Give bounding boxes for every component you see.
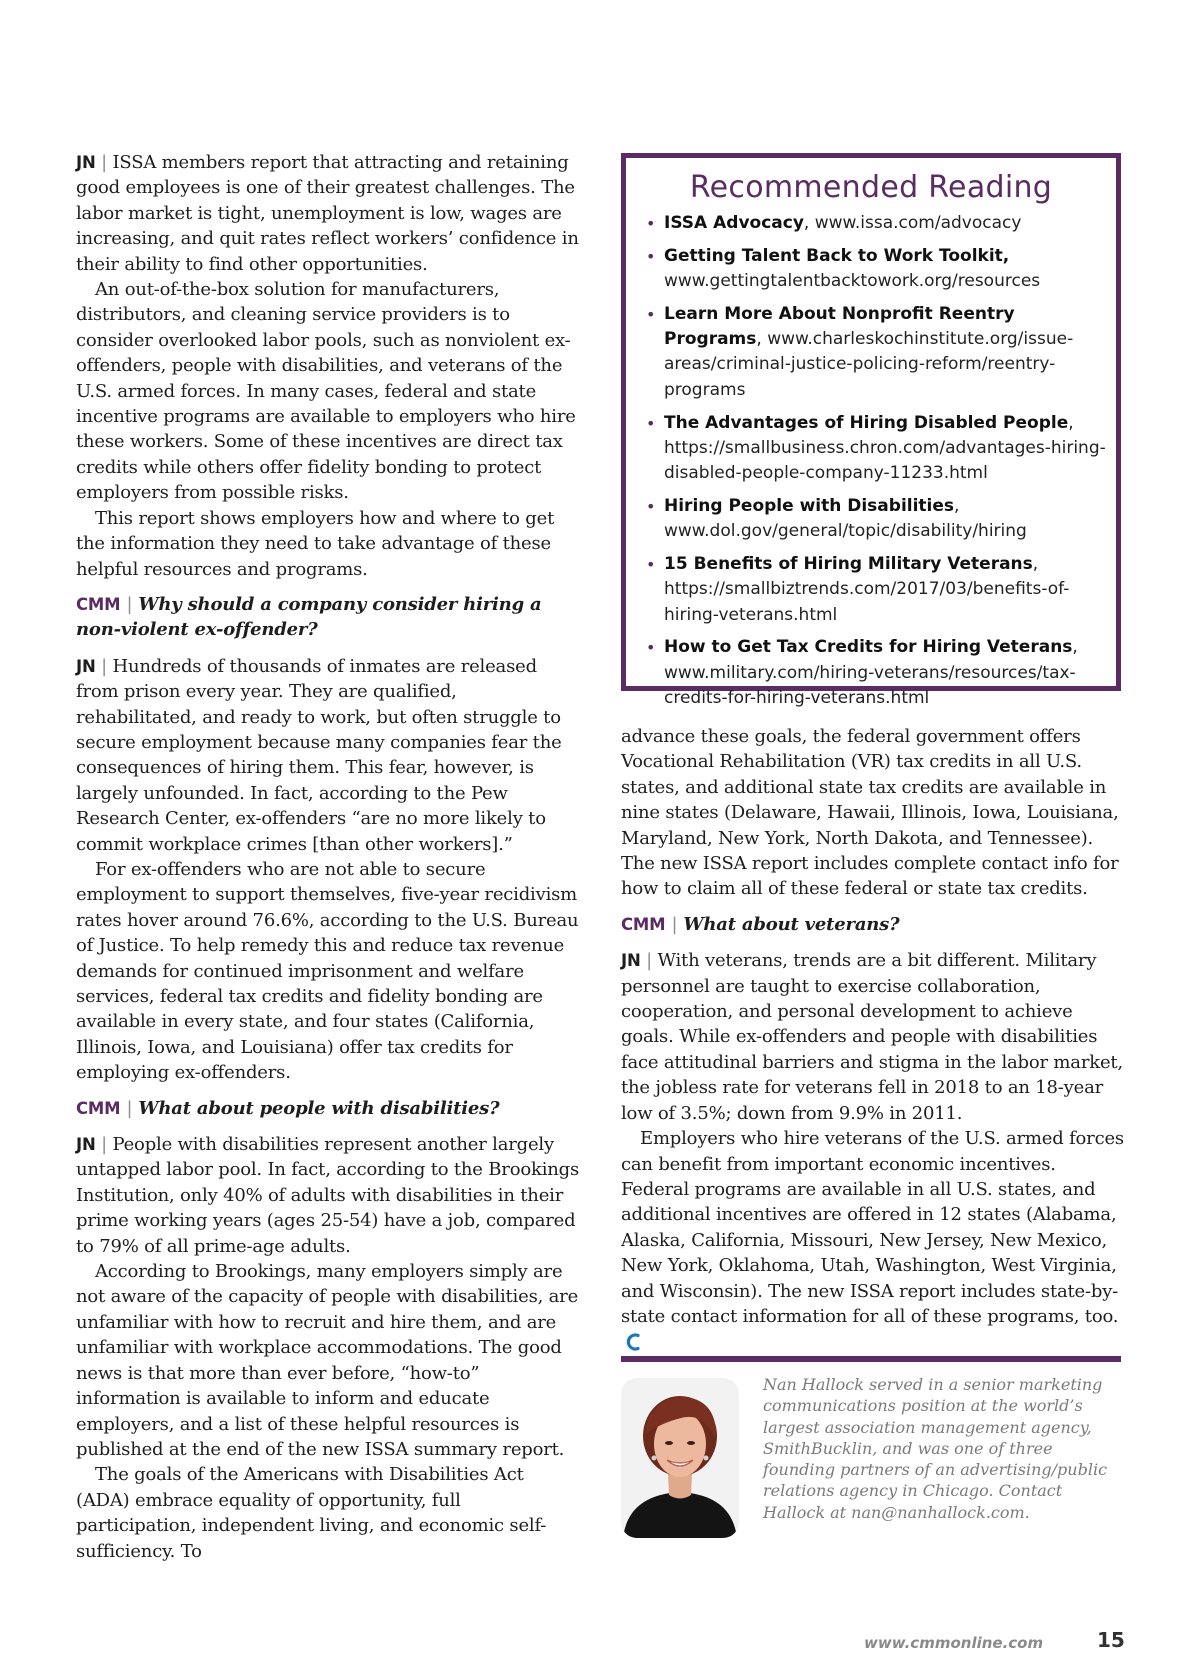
reading-item-separator: , — [1068, 412, 1074, 433]
recommended-reading-title: Recommended Reading — [689, 170, 1053, 205]
bullet-icon: • — [646, 246, 656, 266]
reading-item-link[interactable]: www.issa.com/advocacy — [814, 213, 1022, 233]
reading-item-link[interactable]: www.gettingtalentbacktowork.org/resources — [664, 271, 1041, 292]
reading-item-title: How to Get Tax Credits for Hiring Veterans — [664, 637, 1073, 658]
answer-paragraph — [76, 654, 582, 857]
speaker-tag: JN — [621, 951, 641, 971]
paragraph-text: People with disabilities represent another largely untapped labor pool. In fact, according to the Brookings Institution, only 40% of adults with disabilities in their prime working years (ages 25-54) have a job, compared to 79% of all prime-age adults. — [76, 1134, 580, 1257]
paragraph-text: With veterans, trends are a bit different. Military personnel are taught to exercise collaboration, cooperation, and personal development to achieve goals. While ex-offenders and people with disabilities face attitudinal barriers and stigma in the labor market, the jobless rate for veterans fell in 2018 to an 18-year low of 3.5%; down from 9.9% in 2011. — [621, 950, 1123, 1124]
paragraph-text: ISSA members report that attracting and retaining good employees is one of their greatest challenges. The labor market is tight, unemployment is low, wages are increasing, and quit rates reflect workers’ confidence in their ability to find other opportunities. — [76, 152, 579, 275]
bullet-icon: • — [646, 555, 656, 575]
section-divider — [621, 1356, 1121, 1362]
speaker-separator: | — [671, 913, 678, 935]
reading-item-link[interactable]: www.dol.gov/general/topic/disability/hiring — [664, 521, 1027, 542]
reading-item-separator: , — [1032, 554, 1039, 575]
reading-item — [646, 635, 1106, 711]
paragraph: According to Brookings, many employers simply are not aware of the capacity of people with disabilities, are unfamiliar with how to recruit and hire them, and are unfamiliar with workplace accommodations. The good news is that more than ever before, “how-to” information is available to inform and educate employers, and a list of these helpful resources is published at the end of the new ISSA summary report. — [76, 1261, 579, 1460]
author-bio: Nan Hallock served in a senior marketing communications position at the world’s largest association management agency, SmithBucklin, and was one of three founding partners of an advertising/public relations agency in Chicago. Contact Hallock at nan@nanhallock.com. — [763, 1375, 1108, 1522]
bullet-icon: • — [646, 304, 656, 324]
speaker-separator: | — [101, 655, 107, 677]
speaker-tag: JN — [76, 153, 96, 172]
reading-item-separator: , — [1072, 637, 1078, 658]
reading-item — [646, 494, 1106, 545]
speaker-separator: | — [126, 1097, 133, 1119]
reading-item-title: The Advantages of Hiring Disabled People — [664, 412, 1069, 433]
reading-item-title: Getting Talent Back to Work Toolkit, — [664, 245, 1010, 266]
reading-item-title: ISSA Advocacy — [664, 213, 804, 233]
question-text: Why should a company consider hiring a non-violent ex-offender? — [76, 593, 542, 641]
answer-paragraph — [76, 1132, 582, 1259]
speaker-separator: | — [646, 950, 652, 972]
speaker-separator: | — [126, 593, 133, 615]
footer-url[interactable]: www.cmmonline.com — [864, 1634, 1044, 1652]
reading-item-link[interactable]: https://smallbiztrends.com/2017/03/benefits-of-hiring-veterans.html — [664, 579, 1070, 625]
speaker-tag: CMM — [76, 1098, 121, 1118]
reading-item-title: Hiring People with Disabilities — [664, 495, 955, 516]
reading-item-link[interactable]: www.charleskochinstitute.org/issue-areas/criminal-justice-policing-reform/reentry-programs — [664, 329, 1074, 400]
last-paragraph — [621, 1126, 1127, 1355]
reading-list — [626, 211, 1116, 711]
speaker-separator: | — [101, 152, 107, 173]
reading-item-link[interactable]: www.military.com/hiring-veterans/resources/tax-credits-for-hiring-veterans.html — [664, 662, 1076, 709]
bullet-icon: • — [646, 638, 656, 658]
question-heading — [76, 1096, 582, 1121]
speaker-tag: CMM — [621, 914, 666, 934]
question-heading — [76, 592, 582, 643]
question-text: What about people with disabilities? — [138, 1097, 500, 1119]
paragraph-text: Hundreds of thousands of inmates are released from prison every year. They are qualified, rehabilitated, and ready to work, but often struggle to secure employment because many companies fear the consequences of hiring them. This fear, however, is largely unfounded. In fact, according to the Pew Research Center, ex-offenders “are no more likely to commit workplace crimes [than other workers].” — [76, 655, 562, 855]
speaker-tag: JN — [76, 1135, 96, 1155]
reading-item — [646, 211, 1106, 236]
reading-item-title: Learn More About Nonprofit Reentry Programs — [664, 303, 1015, 350]
reading-item-title: 15 Benefits of Hiring Military Veterans — [664, 554, 1033, 575]
paragraph: The goals of the Americans with Disabilities Act (ADA) embrace equality of opportunity, full participation, independent living, and economic self-sufficiency. To — [76, 1464, 547, 1562]
left-column — [76, 150, 582, 1564]
question-heading — [621, 912, 1127, 937]
reading-item-separator: , — [756, 329, 768, 350]
right-column — [621, 724, 1127, 1355]
bullet-icon: • — [646, 496, 656, 516]
reading-item-link[interactable]: https://smallbusiness.chron.com/advantages-hiring-disabled-people-company-11233.html — [664, 437, 1106, 484]
answer-paragraph — [621, 948, 1127, 1126]
author-photo — [621, 1378, 739, 1538]
paragraph: For ex-offenders who are not able to secure employment to support themselves, five-year recidivism rates hover around 76.6%, according to the U.S. Bureau of Justice. To help remedy this and reduce tax revenue demands for continued imprisonment and welfare services, federal tax credits and fidelity bonding are available in every state, and four states (California, Illinois, Iowa, and Louisiana) offer tax credits for employing ex-offenders. — [76, 858, 579, 1084]
question-text: What about veterans? — [683, 913, 900, 935]
bullet-icon: • — [646, 413, 656, 433]
intro-paragraph — [76, 150, 582, 277]
speaker-tag: JN — [76, 656, 96, 676]
speaker-separator: | — [101, 1134, 107, 1156]
paragraph-text: Employers who hire veterans of the U.S. armed forces can benefit from important economic incentives. Federal programs are available in all U.S. states, and additional incentives are offered in 12 states (Alabama, Alaska, California, Missouri, New Jersey, New Mexico, New York, Oklahoma, Utah, Washington, West Virginia, and Wisconsin). The new ISSA report includes state-by-state contact information for all of these programs, too. — [621, 1128, 1124, 1327]
speaker-tag: CMM — [76, 594, 121, 614]
end-mark-icon — [625, 1332, 641, 1352]
paragraph: This report shows employers how and where to get the information they need to take advantage of these helpful resources and programs. — [76, 507, 555, 580]
reading-item-separator: , — [954, 495, 960, 516]
reading-item — [646, 302, 1106, 403]
reading-item — [646, 411, 1106, 487]
page-number: 15 — [1097, 1628, 1125, 1652]
paragraph: An out-of-the-box solution for manufacturers, distributors, and cleaning service providers is to consider overlooked labor pools, such as nonviolent ex-offenders, people with disabilities, and veterans of the U.S. armed forces. In many cases, federal and state incentive programs are available to employers who hire these workers. Some of these incentives are direct tax credits while others offer fidelity bonding to protect employers from possible risks. — [76, 279, 576, 504]
reading-item — [646, 244, 1106, 295]
reading-item-separator: , — [803, 213, 815, 233]
recommended-reading-box — [621, 153, 1121, 709]
paragraph: advance these goals, the federal government offers Vocational Rehabilitation (VR) tax credits in all U.S. states, and additional state tax credits are available in nine states (Delaware, Hawaii, Illinois, Iowa, Louisiana, Maryland, New York, North Dakota, and Tennessee). The new ISSA report includes complete contact info for how to claim all of these federal or state tax credits. — [621, 726, 1119, 900]
bullet-icon: • — [646, 214, 656, 233]
reading-item — [646, 552, 1106, 628]
